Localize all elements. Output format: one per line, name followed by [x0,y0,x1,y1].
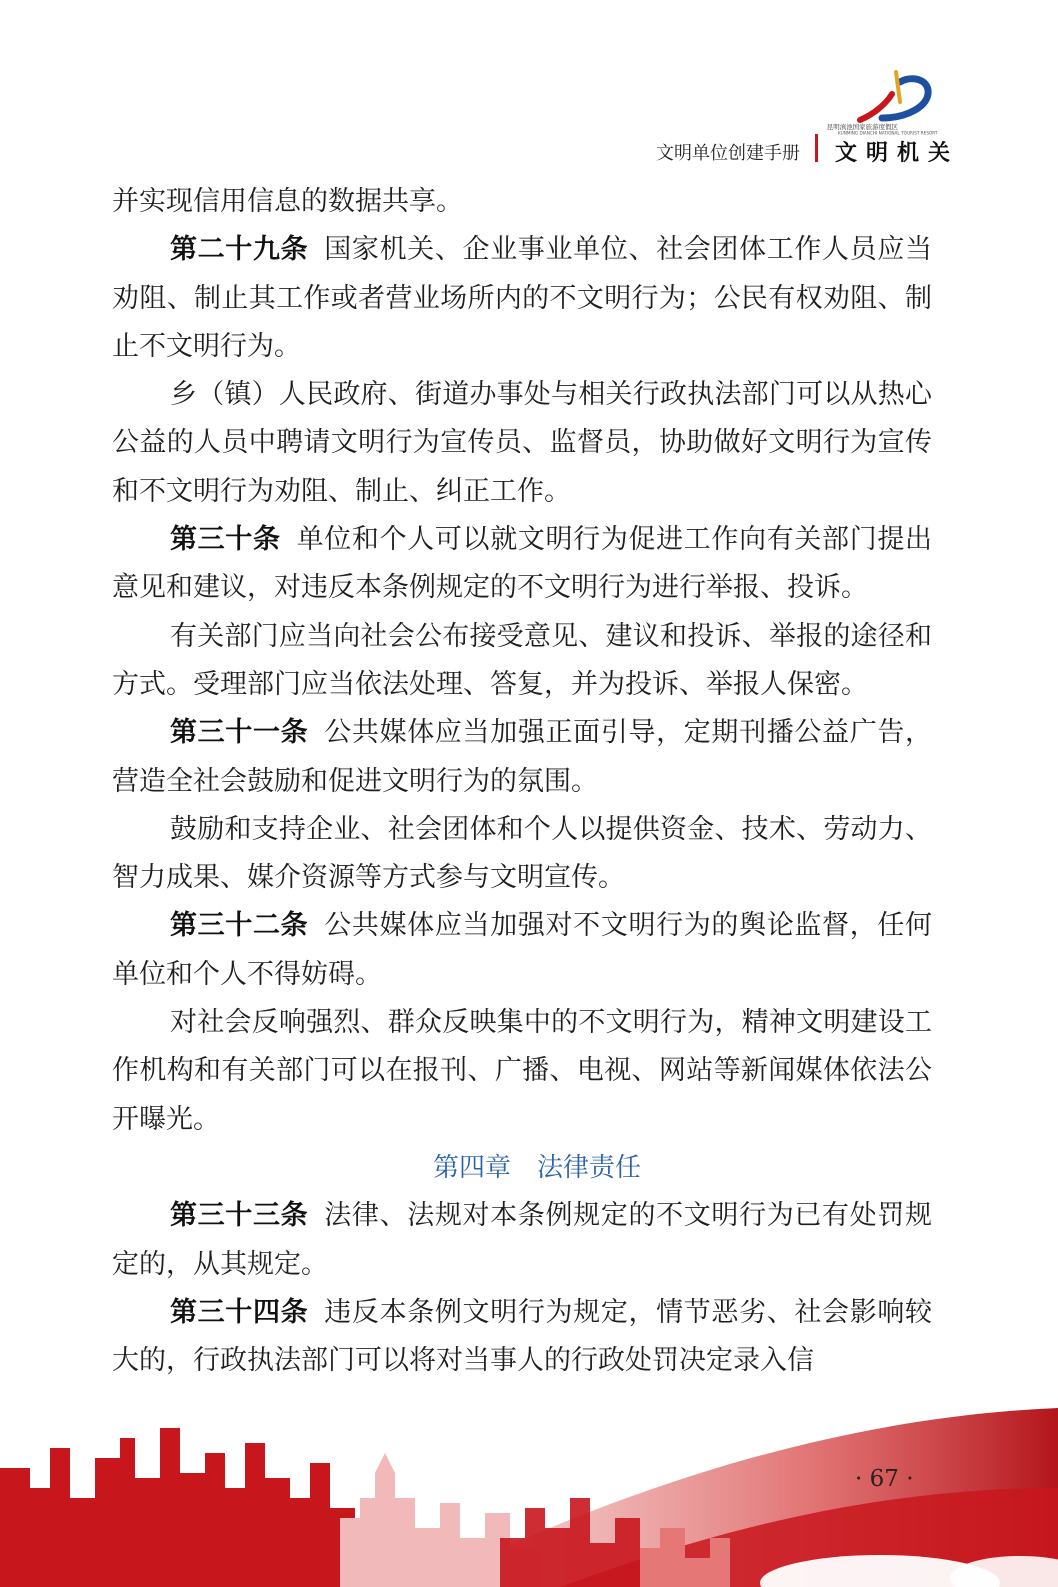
paragraph-text: 国家机关、企业事业单位、社会团体工作人员应当劝阻、制止其工作或者营业场所内的不文明行为；公民有权劝阻、制止不文明行为。 [112,234,933,362]
article-number: 第三十一条 [170,717,309,749]
main-content [112,178,932,1385]
article-number: 第三十四条 [170,1296,309,1328]
paragraph [112,613,932,710]
chapter-title: 法律责任 [537,1152,642,1183]
article-paragraph [112,1192,932,1289]
article-paragraph [112,709,932,806]
chapter-number: 第四章 [432,1152,511,1183]
article-number: 第三十条 [170,524,281,556]
paragraph [112,999,932,1144]
page-number: · 67 · [855,1466,914,1492]
paragraph-text: 乡（镇）人民政府、街道办事处与相关行政执法部门可以从热心公益的人员中聘请文明行为宣传员、监督员，协助做好文明行为宣传和不文明行为劝阻、制止、纠正工作。 [112,379,932,507]
article-paragraph [112,1289,932,1386]
paragraph [112,371,932,516]
article-number: 第三十三条 [170,1200,309,1232]
paragraph [112,806,932,903]
paragraph-text: 违反本条例文明行为规定，情节恶劣、社会影响较大的，行政执法部门可以将对当事人的行政处罚决定录入信 [112,1296,933,1377]
article-paragraph [112,902,932,999]
paragraph-text: 法律、法规对本条例规定的不文明行为已有处罚规定的，从其规定。 [112,1200,933,1280]
paragraph-text: 单位和个人可以就文明行为促进工作向有关部门提出意见和建议，对违反本条例规定的不文明行为进行举报、投诉。 [112,524,933,604]
paragraph-text: 公共媒体应当加强正面引导，定期刊播公益广告，营造全社会鼓励和促进文明行为的氛围。 [112,717,933,797]
paragraph [112,178,932,226]
paragraph-text: 并实现信用信息的数据共享。 [112,186,463,217]
logo-caption: 昆明滇池国家旅游度假区 [826,124,899,132]
article-number: 第二十九条 [170,234,309,266]
header-divider [815,134,818,162]
section-title: 文明机关 [835,141,960,166]
article-paragraph [112,516,932,613]
article-paragraph [112,226,932,371]
paragraph-text: 有关部门应当向社会公布接受意见、建议和投诉、举报的途径和方式。受理部门应当依法处理、答复，并为投诉、举报人保密。 [112,620,932,700]
page-header [0,0,1058,175]
paragraph-text: 鼓励和支持企业、社会团体和个人以提供资金、技术、劳动力、智力成果、媒介资源等方式参与文明宣传。 [112,813,932,894]
paragraph-text: 对社会反响强烈、群众反映集中的不文明行为，精神文明建设工作机构和有关部门可以在报刊、广播、电视、网站等新闻媒体依法公开曝光。 [112,1007,932,1135]
article-number: 第三十二条 [170,910,309,942]
paragraph-text: 公共媒体应当加强对不文明行为的舆论监督，任何单位和个人不得妨碍。 [112,910,933,990]
logo-caption-english: KUNMING DIANCHI NATIONAL TOURIST RESORT [838,131,938,136]
handbook-title: 文明单位创建手册 [656,143,800,164]
resort-logo-icon [852,68,944,126]
chapter-heading [112,1144,932,1192]
